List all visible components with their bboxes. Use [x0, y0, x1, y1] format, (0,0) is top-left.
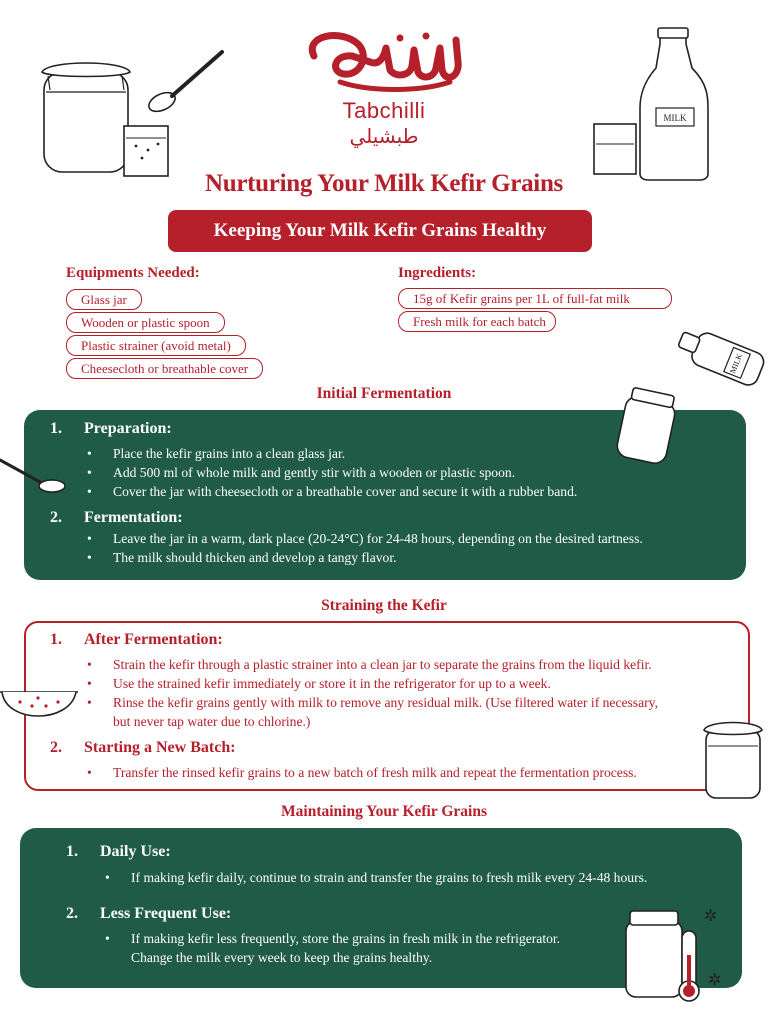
bullet-continuation: but never tap water due to chlorine.) — [113, 714, 311, 729]
equipment-item: Glass jar — [66, 289, 142, 310]
section-title-initial-fermentation: Initial Fermentation — [316, 385, 452, 402]
bullet-item: • The milk should thicken and develop a tangy flavor. — [87, 550, 397, 565]
section-title-straining: Straining the Kefir — [321, 597, 447, 614]
section-title-maintaining: Maintaining Your Kefir Grains — [281, 803, 487, 820]
jar-icon — [612, 385, 682, 465]
step-label: After Fermentation: — [84, 631, 223, 648]
step-number: 1. — [50, 631, 62, 648]
step-number: 1. — [66, 843, 78, 860]
step-label: Less Frequent Use: — [100, 905, 232, 922]
step-heading — [66, 905, 231, 923]
step-label: Daily Use: — [100, 843, 171, 860]
fridge-jar-thermometer-icon — [620, 905, 730, 1005]
equipment-item: Wooden or plastic spoon — [66, 312, 225, 333]
page-title: Nurturing Your Milk Kefir Grains — [204, 170, 563, 197]
bullet-item: • Rinse the kefir grains gently with milk to remove any residual milk. (Use filtered water if necessary, — [87, 695, 658, 710]
milk-bottle-illustration — [594, 28, 714, 188]
brand-name: Tabchilli — [342, 98, 426, 123]
equipment-heading: Equipments Needed: — [66, 265, 200, 281]
bullet-item: • If making kefir daily, continue to strain and transfer the grains to fresh milk every 24-48 hours. — [105, 870, 648, 885]
bullet-item: • Strain the kefir through a plastic strainer into a clean jar to separate the grains from the liquid kefir. — [87, 657, 652, 672]
step-heading — [50, 631, 223, 649]
covered-jar-icon — [702, 716, 764, 800]
equipment-item: Plastic strainer (avoid metal) — [66, 335, 246, 356]
spoon-icon — [0, 452, 70, 492]
strainer-icon — [0, 684, 80, 734]
equipment-item: Cheesecloth or breathable cover — [66, 358, 263, 379]
step-label: Starting a New Batch: — [84, 739, 236, 756]
ingredients-heading: Ingredients: — [398, 265, 477, 281]
bullet-item: • Add 500 ml of whole milk and gently stir with a wooden or plastic spoon. — [87, 465, 516, 480]
step-number: 2. — [50, 509, 62, 526]
bullet-item: • Transfer the rinsed kefir grains to a new batch of fresh milk and repeat the fermentation process. — [87, 765, 637, 780]
step-label: Preparation: — [84, 420, 172, 437]
tilted-milk-bottle-icon — [672, 330, 768, 390]
brand-logo-script — [300, 26, 470, 96]
step-number: 2. — [50, 739, 62, 756]
step-heading — [50, 420, 172, 438]
bottle-label: MILK — [728, 352, 745, 375]
bullet-item: • If making kefir less frequently, store the grains in fresh milk in the refrigerator. — [105, 931, 561, 946]
bullet-item: • Use the strained kefir immediately or store it in the refrigerator for up to a week. — [87, 676, 551, 691]
step-label: Fermentation: — [84, 509, 183, 526]
snowflake-icon: ✲ — [708, 970, 722, 989]
step-number: 2. — [66, 905, 78, 922]
step-heading — [50, 509, 183, 527]
bullet-item: • Leave the jar in a warm, dark place (20-24°C) for 24-48 hours, depending on the desired tartness. — [87, 531, 643, 546]
ingredient-item: 15g of Kefir grains per 1L of full-fat milk — [398, 288, 672, 309]
step-heading — [50, 739, 236, 757]
snowflake-icon: ✲ — [704, 906, 718, 925]
section-banner — [168, 210, 592, 252]
bullet-item: • Place the kefir grains into a clean glass jar. — [87, 446, 346, 461]
bottle-label: MILK — [663, 113, 687, 123]
banner-text: Keeping Your Milk Kefir Grains Healthy — [213, 220, 547, 241]
kefir-jar-illustration — [38, 42, 238, 162]
bullet-item: • Cover the jar with cheesecloth or a breathable cover and secure it with a rubber band. — [87, 484, 578, 499]
bullet-continuation: Change the milk every week to keep the grains healthy. — [131, 950, 433, 965]
step-heading — [66, 843, 171, 861]
ingredient-item: Fresh milk for each batch — [398, 311, 556, 332]
brand-name-arabic: طبشيلي — [349, 124, 419, 148]
step-number: 1. — [50, 420, 62, 437]
